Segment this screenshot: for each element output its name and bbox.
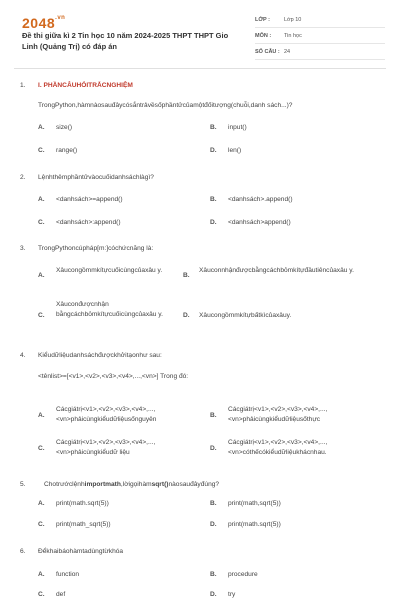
document-header [0, 0, 400, 64]
document-title: Đề thi giữa kì 2 Tin học 10 năm 2024-2025 THPT THPT Gio Linh (Quảng Trị) có đáp án [22, 31, 229, 51]
site-logo[interactable]: $2048^{.vn}$ [22, 15, 66, 31]
meta-class: LỚP : Lớp 10 [255, 14, 385, 28]
header-divider [14, 68, 386, 69]
meta-subject: MÔN : Tin học [255, 30, 385, 44]
meta-question-count: SỐ CÂU : 24 [255, 46, 385, 60]
